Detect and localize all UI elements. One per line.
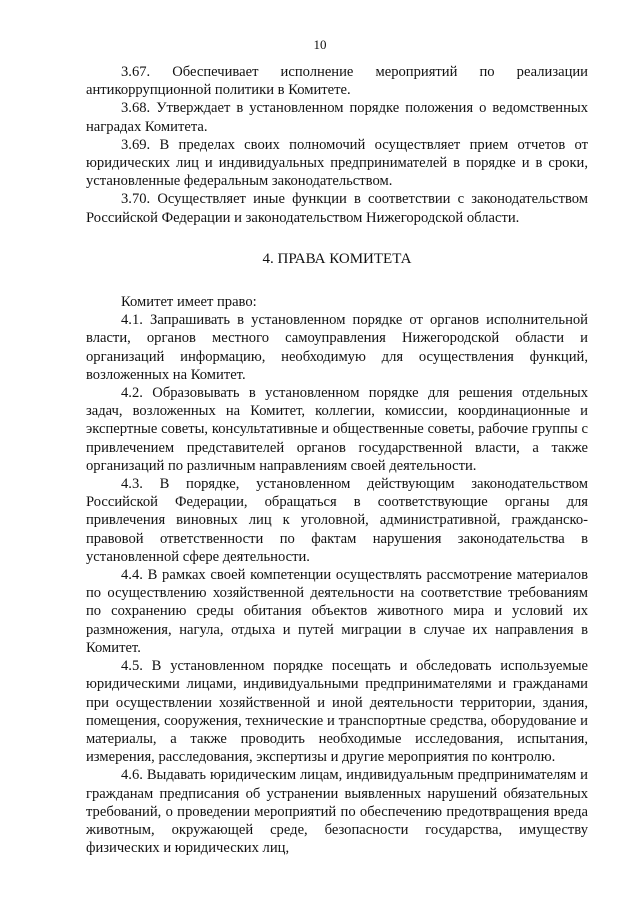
paragraph-3-68: 3.68. Утверждает в установленном порядке положения о ведомственных наградах Комитета. [86,100,588,135]
document-body [86,63,588,857]
paragraph-4-5: 4.5. В установленном порядке посещать и обследовать используемые юридическими лицами, индивидуальными предпринимателями и гражданами при осуществлении хозяйственной и иной деятельности территории, здания, помещения, сооружения, технические и транспортные средства, оборудование и материалы, а также проводить необходимые исследования, испытания, измерения, расследования, экспертизы и другие мероприятия по контролю. [86,658,588,766]
page-number: 10 [313,37,327,52]
paragraph-4-1: 4.1. Запрашивать в установленном порядке от органов исполнительной власти, органов местного самоуправления Нижегородской области и организаций информацию, необходимую для осуществления функций, возложенных на Комитет. [86,312,588,383]
paragraph-4-2: 4.2. Образовывать в установленном порядке для решения отдельных задач, возложенных на Комитет, коллегии, комиссии, координационные и экспертные советы, консультативные и общественные советы, рабочие группы с привлечением представителей органов государственной власти, а также организаций по различным направлениям своей деятельности. [86,385,588,474]
paragraph-4-3: 4.3. В порядке, установленном действующим законодательством Российской Федерации, обращаться в соответствующие органы для привлечения виновных лиц к уголовной, административной, гражданско-правовой ответственности по фактам нарушения законодательства в установленной сфере деятельности. [86,476,588,565]
paragraph-3-67: 3.67. Обеспечивает исполнение мероприятий по реализации антикоррупционной политики в Комитете. [86,64,588,99]
paragraph-3-70: 3.70. Осуществляет иные функции в соответствии с законодательством Российской Федерации и законодательством Нижегородской области. [86,191,588,226]
paragraph-4-4: 4.4. В рамках своей компетенции осуществлять рассмотрение материалов по осуществлению хозяйственной деятельности на соответствие требованиям по сохранению среды обитания объектов животного мира и условий их размножения, нагула, отдыха и путей миграции в случае их направления в Комитет. [86,567,588,656]
paragraph-4-6: 4.6. Выдавать юридическим лицам, индивидуальным предпринимателям и гражданам предписания об устранении выявленных нарушений обязательных требований, о проведении мероприятий по обеспечению предотвращения вреда животным, окружающей среде, безопасности государства, имуществу физических и юридических лиц, [86,767,588,857]
paragraph-3-69: 3.69. В пределах своих полномочий осуществляет прием отчетов от юридических лиц и индивидуальных предпринимателей в порядке и в сроки, установленные федеральным законодательством. [86,136,588,190]
rights-intro: Комитет имеет право: [121,294,257,311]
section-heading: 4. ПРАВА КОМИТЕТА [262,250,412,267]
